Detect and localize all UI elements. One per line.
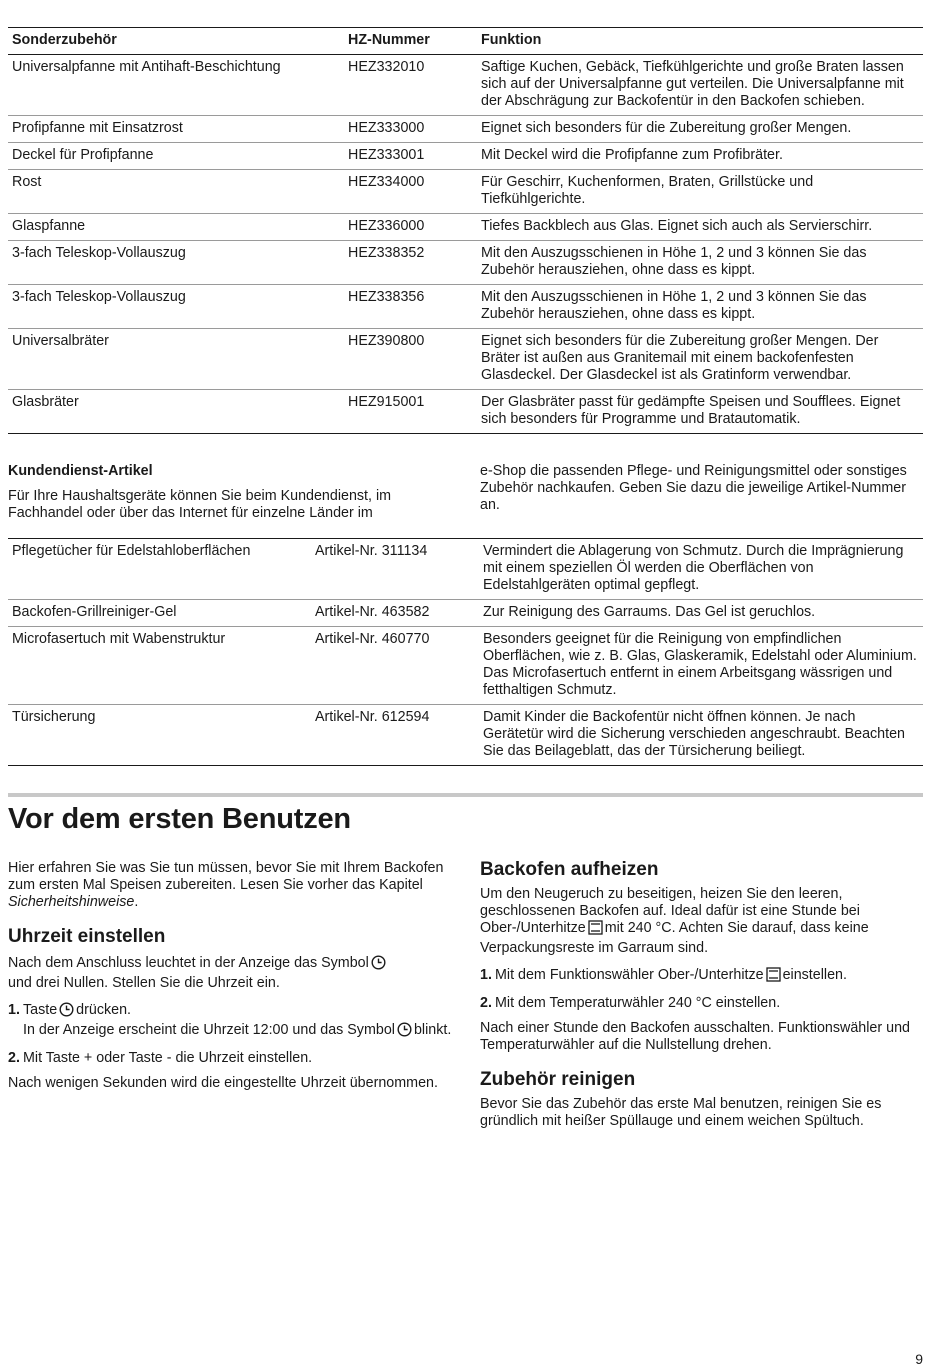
- cell-hz: HEZ390800: [348, 333, 425, 349]
- header-item: Sonderzubehör: [12, 32, 117, 48]
- cell-function: Tiefes Backblech aus Glas. Eignet sich auch als Servierschirr.: [481, 218, 873, 234]
- cell-art: Artikel-Nr. 460770: [315, 631, 430, 647]
- cell-hz: HEZ336000: [348, 218, 425, 234]
- cell-item: Universalbräter: [12, 333, 109, 349]
- cell-function: Mit den Auszugsschienen in Höhe 1, 2 und 3 können Sie das Zubehör herausziehen, ohne dass es kippt.: [481, 289, 867, 322]
- left-column: [8, 860, 452, 1102]
- table-row: [8, 55, 923, 116]
- cell-item: Deckel für Profipfanne: [12, 147, 154, 163]
- table-row: [8, 390, 923, 434]
- cell-item: Rost: [12, 174, 42, 190]
- clock-icon: [371, 955, 386, 975]
- cell-item: 3-fach Teleskop-Vollauszug: [12, 245, 186, 261]
- table-row: [8, 329, 923, 390]
- heat-paragraph-1: Um den Neugeruch zu beseitigen, heizen Sie den leeren, geschlossenen Backofen auf. Ideal dafür ist eine Stunde bei Ober-/Unterhitze mit 240 °C. Achten Sie darauf, dass keine Verpackungsreste im Garraum sind.: [480, 886, 869, 956]
- cell-function: Der Glasbräter passt für gedämpfte Speisen und Soufflees. Eignet sich besonders für Programme und Bratautomatik.: [481, 394, 901, 427]
- clock-icon: [397, 1022, 412, 1042]
- cell-hz: HEZ333001: [348, 147, 425, 163]
- cell-function: Mit Deckel wird die Profipfanne zum Profibräter.: [481, 147, 783, 163]
- intro-emphasis: Sicherheitshinweise: [8, 894, 135, 910]
- cell-item: Backofen-Grillreiniger-Gel: [12, 604, 177, 620]
- cell-item: Universalpfanne mit Antihaft-Beschichtung: [12, 59, 281, 75]
- clock-icon: [59, 1002, 74, 1022]
- clock-paragraph-1: Nach dem Anschluss leuchtet in der Anzeige das Symbol und drei Nullen. Stellen Sie die Uhrzeit ein.: [8, 955, 452, 992]
- table-row: [8, 170, 923, 214]
- table-row: [8, 214, 923, 241]
- heat-step-1: 1. Mit dem Funktionswähler Ober-/Unterhitze einstellen.: [480, 967, 924, 987]
- heat-step-2: 2. Mit dem Temperaturwähler 240 °C einstellen.: [480, 995, 781, 1011]
- cell-item: Glaspfanne: [12, 218, 86, 234]
- cell-item: Profipfanne mit Einsatzrost: [12, 120, 183, 136]
- table-row: [8, 285, 923, 329]
- table-row: [8, 539, 923, 600]
- cell-item: Microfasertuch mit Wabenstruktur: [12, 631, 226, 647]
- clock-heading: Uhrzeit einstellen: [8, 926, 166, 947]
- service-table: [8, 538, 923, 766]
- cell-function: Besonders geeignet für die Reinigung von empfindlichen Oberflächen, wie z. B. Glas, Glaskeramik, Edelstahl oder Aluminium. Das Microfasertuch entfernt in einem Arbeitsgang wässrigen und fetthaltigen Schmutz.: [483, 631, 917, 698]
- clock-paragraph-2: Nach wenigen Sekunden wird die eingestellte Uhrzeit übernommen.: [8, 1075, 438, 1091]
- section-divider: [8, 793, 923, 797]
- cell-function: Eignet sich besonders für die Zubereitung großer Mengen. Der Bräter ist außen aus Granitemail mit einem backofenfesten Glasdeckel. Der Glasdeckel ist als Gratinform verwendbar.: [481, 333, 879, 383]
- intro-paragraph: Hier erfahren Sie was Sie tun müssen, bevor Sie mit Ihrem Backofen zum ersten Mal Speisen zubereiten. Lesen Sie vorher das Kapitel Sicherheitshinweise.: [8, 860, 444, 910]
- cell-function: Zur Reinigung des Garraums. Das Gel ist geruchlos.: [483, 604, 816, 620]
- top-bottom-heat-icon: [588, 920, 603, 940]
- table-row: [8, 116, 923, 143]
- cell-hz: HEZ338352: [348, 245, 425, 261]
- cell-function: Für Geschirr, Kuchenformen, Braten, Grillstücke und Tiefkühlgerichte.: [481, 174, 814, 207]
- clean-paragraph: Bevor Sie das Zubehör das erste Mal benutzen, reinigen Sie es gründlich mit heißer Spüllauge und einem weichen Spültuch.: [480, 1096, 882, 1129]
- cell-hz: HEZ915001: [348, 394, 425, 410]
- cell-function: Eignet sich besonders für die Zubereitung großer Mengen.: [481, 120, 852, 136]
- cell-item: Türsicherung: [12, 709, 96, 725]
- header-function: Funktion: [481, 32, 542, 48]
- page-number: 9: [915, 1351, 923, 1367]
- clock-step-1: 1. Taste drücken. In der Anzeige erscheint die Uhrzeit 12:00 und das Symbol blinkt.: [8, 1002, 452, 1042]
- cell-function: Saftige Kuchen, Gebäck, Tiefkühlgerichte und große Braten lassen sich auf der Universalpfanne gut verteilen. Die Universalpfanne mit der Abschrägung zur Backofentür in den Backofen schieben.: [481, 59, 904, 109]
- cell-art: Artikel-Nr. 311134: [315, 543, 428, 559]
- cell-function: Mit den Auszugsschienen in Höhe 1, 2 und 3 können Sie das Zubehör herausziehen, ohne dass es kippt.: [481, 245, 867, 278]
- table-row: [8, 143, 923, 170]
- service-heading: Kundendienst-Artikel: [8, 463, 153, 479]
- cell-function: Vermindert die Ablagerung von Schmutz. Durch die Imprägnierung mit einem speziellen Öl werden die Oberflächen von Edelstahlgeräten optimal gepflegt.: [483, 543, 904, 593]
- table-header-row: [8, 28, 923, 55]
- clock-step-2: 2. Mit Taste + oder Taste - die Uhrzeit einstellen.: [8, 1050, 313, 1066]
- service-intro-left: Für Ihre Haushaltsgeräte können Sie beim Kundendienst, im Fachhandel oder über das Internet für einzelne Länder im: [8, 488, 392, 521]
- service-intro-right: e-Shop die passenden Pflege- und Reinigungsmittel oder sonstiges Zubehör nachkaufen. Geben Sie dazu die jeweilige Artikel-Nummer an.: [480, 463, 907, 513]
- cell-item: Pflegetücher für Edelstahloberflächen: [12, 543, 251, 559]
- cell-art: Artikel-Nr. 612594: [315, 709, 430, 725]
- cell-hz: HEZ334000: [348, 174, 425, 190]
- cell-item: Glasbräter: [12, 394, 79, 410]
- cell-hz: HEZ338356: [348, 289, 425, 305]
- table-row: [8, 705, 923, 766]
- table-row: [8, 241, 923, 285]
- table-row: [8, 627, 923, 705]
- table-row: [8, 600, 923, 627]
- cell-hz: HEZ332010: [348, 59, 425, 75]
- accessories-table: [8, 27, 923, 434]
- top-bottom-heat-icon: [766, 967, 781, 987]
- cell-hz: HEZ333000: [348, 120, 425, 136]
- heat-paragraph-2: Nach einer Stunde den Backofen ausschalten. Funktionswähler und Temperaturwähler auf die Nullstellung drehen.: [480, 1020, 910, 1053]
- cell-art: Artikel-Nr. 463582: [315, 604, 430, 620]
- cell-function: Damit Kinder die Backofentür nicht öffnen können. Je nach Gerätetür wird die Sicherung verschieden angeschraubt. Beachten Sie das Beilageblatt, das der Türsicherung beiliegt.: [483, 709, 906, 759]
- cell-item: 3-fach Teleskop-Vollauszug: [12, 289, 186, 305]
- clean-heading: Zubehör reinigen: [480, 1069, 636, 1090]
- heat-heading: Backofen aufheizen: [480, 859, 659, 880]
- header-hz: HZ-Nummer: [348, 32, 430, 48]
- page-title: Vor dem ersten Benutzen: [8, 803, 351, 835]
- right-column: [480, 858, 924, 1140]
